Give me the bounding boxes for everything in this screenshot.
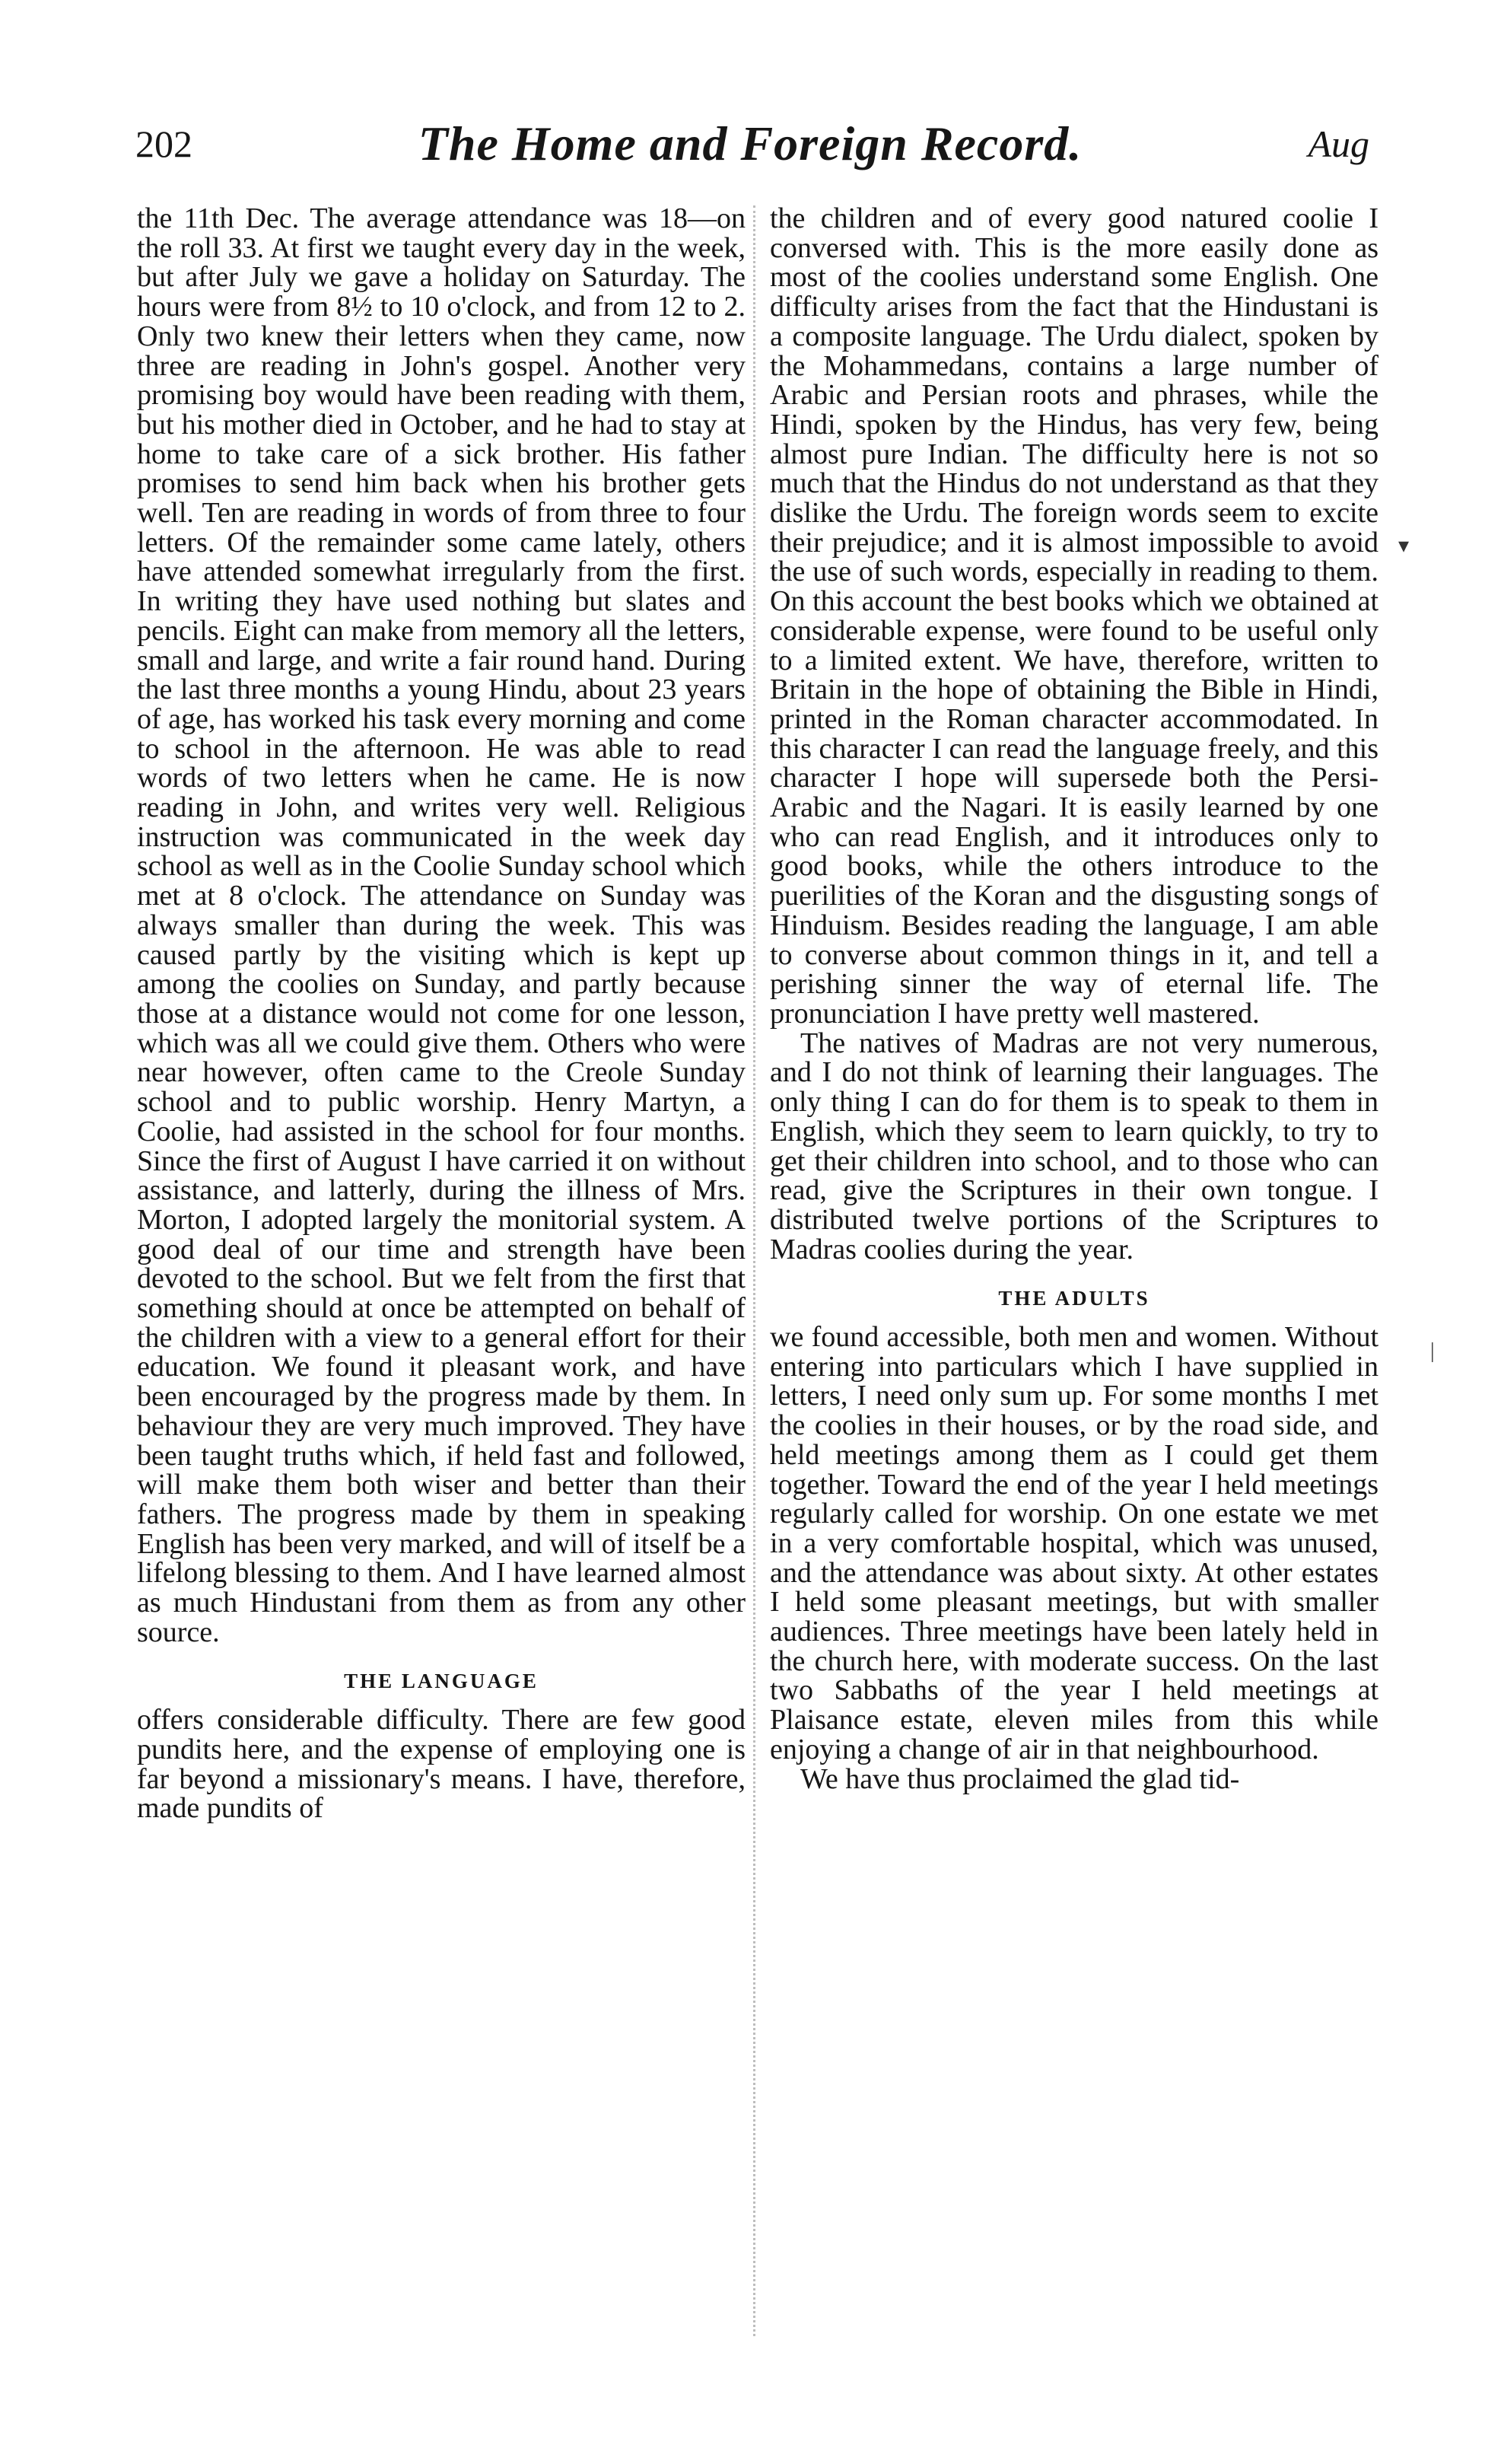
- paragraph-closing: We have thus proclaimed the glad tid-: [800, 1762, 1240, 1795]
- paragraph-school-report: the 11th Dec. The average attendance was 18—on the roll 33. At first we taught every day in the week, but after July we gave a holiday on Saturday. The hours were from 8½ to 10 o'clock, and from 12 to 2. Only two knew their letters when they came, now three are reading in John's gospel. Another very promising boy would have been reading with them, but his mother died in October, and he had to stay at home to take care of a sick brother. His father promises to send him back when his brother gets well. Ten are reading in words of from three to four letters. Of the remainder some came lately, others have attended somewhat irregularly from the first. In writing they have used nothing but slates and pencils. Eight can make from memory all the letters, small and large, and write a fair round hand. During the last three months a young Hindu, about 23 years of age, has worked his task every morning and come to school in the afternoon. He was able to read words of two letters when he came. He is now reading in John, and writes very well. Religious instruction was communicated in the week day school as well as in the Coolie Sunday school which met at 8 o'clock. The attendance on Sunday was always smaller than during the week. This was caused partly by the visiting which is kept up among the coolies on Sunday, and partly because those at a distance would not come for one lesson, which was all we could give them. Others who were near however, often came to the Creole Sunday school and to public worship. Henry Martyn, a Coolie, had assisted in the school for four months. Since the first of August I have carried it on without assistance, and latterly, during the illness of Mrs. Morton, I adopted largely the monitorial system. A good deal of our time and strength have been devoted to the school. But we felt from the first that something should at once be attempted on behalf of the children with a view to a general effort for their education. We found it pleasant work, and have been encouraged by the progress made by them. In behaviour they are very much improved. They have been taught truths which, if held fast and followed, will make them both wiser and better than their fathers. The progress made by them in speaking English has been very marked, and will of itself be a lifelong blessing to them. And I have learned almost as much Hindustani from them as from any other source.: [137, 202, 746, 1648]
- journal-title: The Home and Foreign Record.: [418, 116, 1083, 170]
- running-header: [131, 116, 1369, 183]
- margin-mark: |: [1430, 1339, 1435, 1363]
- paragraph-language-continued: the children and of every good natured coolie I conversed with. This is the more easily done as most of the coolies understand some English. One difficulty arises from the fact that the Hindustani is a composite language. The Urdu dialect, spoken by the Mohammedans, contains a large number of Arabic and Persian roots and phrases, while the Hindi, spoken by the Hindus, has very few, being almost pure Indian. The difficulty here is not so much that the Hindus do not understand as that they dislike the Urdu. The foreign words seem to excite their prejudice; and it is almost impossible to avoid the use of such words, especially in reading to them. On this account the best books which we obtained at considerable expense, were found to be useful only to a limited extent. We have, therefore, written to Britain in the hope of obtaining the Bible in Hindi, printed in the Roman character accommodated. In this character I can read the language freely, and this character I hope will supersede both the Persi-Arabic and the Nagari. It is easily learned by one who can read English, and it introduces only to good books, while the others introduce to the puerilities of the Koran and the disgusting songs of Hinduism. Besides reading the language, I am able to converse about common things in it, and tell a perishing sinner the way of eternal life. The pronunciation I have pretty well mastered.: [770, 202, 1378, 1030]
- issue-month: Aug: [1308, 123, 1369, 165]
- page-number: 202: [135, 123, 192, 165]
- paragraph-language: offers considerable difficulty. There are few good pundits here, and the expense of employing one is far beyond a missionary's means. I have, therefore, made pundits of: [137, 1704, 746, 1825]
- margin-mark: ▾: [1398, 534, 1410, 558]
- right-column: [770, 204, 1378, 1794]
- paragraph-madras-natives: The natives of Madras are not very numerous, and I do not think of learning their languages. The only thing I can do for them is to speak to them in English, which they seem to learn quickly, to try to get their children into school, and to those who can read, give the Scriptures in their own tongue. I distributed twelve portions of the Scriptures to Madras coolies during the year.: [770, 1027, 1378, 1265]
- section-heading-adults: THE ADULTS: [998, 1287, 1150, 1310]
- left-column: [137, 204, 746, 1823]
- column-divider: [753, 205, 755, 2336]
- paragraph-adults: we found accessible, both men and women. Without entering into particulars which I have supplied in letters, I need only sum up. For some months I met the coolies in their houses, or by the road side, and held meetings among them as I could get them together. Toward the end of the year I held meetings regularly called for worship. On one estate we met in a very comfortable hospital, which was unused, and the attendance was about sixty. At other estates I held some pleasant meetings, but with smaller audiences. Three meetings have been lately held in the church here, with moderate success. On the last two Sabbaths of the year I held meetings at Plaisance estate, eleven miles from this while enjoying a change of air in that neighbourhood.: [770, 1321, 1378, 1765]
- section-heading-language: THE LANGUAGE: [344, 1670, 539, 1693]
